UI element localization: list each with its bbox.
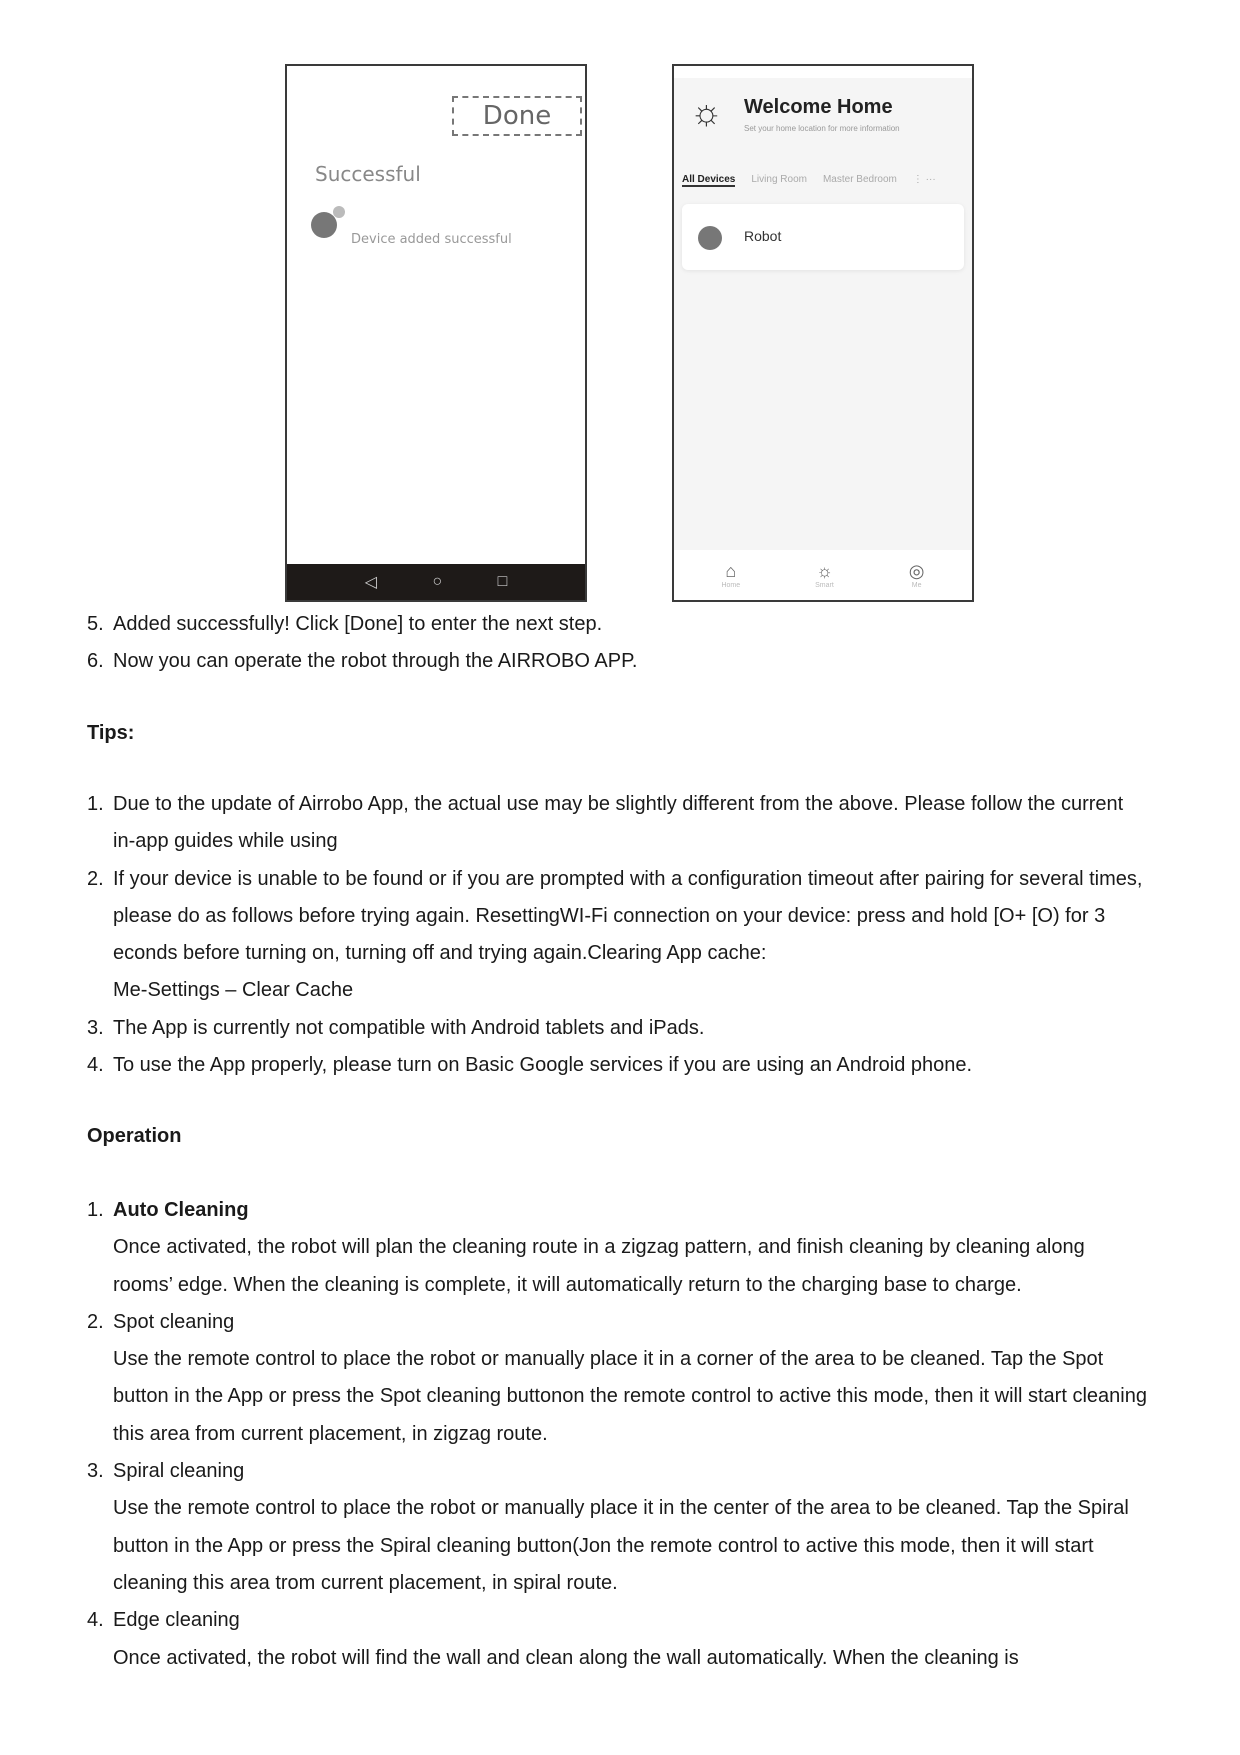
list-item: 4. To use the App properly, please turn on Basic Google services if you are using an Android phone. (87, 1054, 973, 1077)
home-circle-icon[interactable]: ○ (432, 573, 443, 590)
operation-heading: Operation (87, 1125, 182, 1147)
home-location-link[interactable]: Set your home location for more information (744, 124, 900, 133)
tab-master-bedroom[interactable]: Master Bedroom (822, 174, 897, 185)
profile-icon: ◎ (908, 561, 925, 581)
success-title: Successful (315, 162, 421, 186)
phone-screenshot-home (672, 64, 974, 602)
room-tabs (682, 174, 936, 187)
nav-home[interactable]: ⌂ Home (721, 561, 741, 589)
android-nav-bar (287, 564, 585, 600)
list-item: 1. Due to the update of Airrobo App, the actual use may be slightly different from the above. Please follow the current in-app guides while using (87, 793, 1124, 853)
tab-all-devices[interactable]: All Devices (682, 174, 736, 185)
list-item: 2. Spot cleaning Use the remote control to place the robot or manually place it in a corner of the area to be cleaned. Tap the Spot button in the App or press the Spot cleaning buttonon the remote control to active this mode, then it will start cleaning this area from current placement, in zigzag route. (87, 1310, 1147, 1445)
list-item: 3. Spiral cleaning Use the remote control to place the robot or manually place it in the center of the area to be cleaned. Tap the Spiral button in the App or press the Spiral cleaning button(Jon the remote control to active this mode, then it will start cleaning this area trom current placement, in spiral route. (87, 1460, 1129, 1594)
list-item: 4. Edge cleaning Once activated, the robot will find the wall and clean along the wall automatically. When the cleaning is (87, 1609, 1019, 1669)
sun-icon: ☼ (690, 91, 723, 132)
bottom-nav (674, 550, 972, 600)
operation-list (87, 1192, 1147, 1677)
device-added-message: Device added successful (351, 232, 512, 247)
list-item: 2. If your device is unable to be found or if you are prompted with a configuration timeout after pairing for several times, please do as follows before trying again. ResettingWI-Fi connection on your device: press and hold [O+ [O) for 3 econds before turning on, turning off and trying again.Clearing App cache: Me-Settings – Clear Cache (87, 867, 1143, 1002)
tips-heading: Tips: (87, 722, 135, 744)
nav-smart[interactable]: ☼ Smart (815, 561, 834, 589)
home-icon: ⌂ (725, 561, 737, 581)
tips-list (87, 786, 1147, 1084)
device-name: Robot (744, 228, 782, 244)
recents-square-icon[interactable]: □ (497, 573, 508, 590)
nav-me[interactable]: ◎ Me (908, 561, 925, 589)
smart-icon: ☼ (816, 561, 833, 581)
list-item: 3. The App is currently not compatible with Android tablets and iPads. (87, 1016, 705, 1039)
robot-device-icon (311, 212, 337, 238)
more-icon[interactable]: ⋮ ··· (912, 174, 936, 185)
phone-screenshot-success (285, 64, 587, 602)
check-badge-icon (333, 206, 345, 218)
tab-living-room[interactable]: Living Room (751, 174, 807, 185)
back-icon[interactable]: ◁ (364, 574, 378, 591)
welcome-title: Welcome Home (744, 96, 893, 118)
list-item: 5. Added successfully! Click [Done] to enter the next step. (87, 613, 603, 635)
list-item: 1. Auto Cleaning Once activated, the robot will plan the cleaning route in a zigzag pattern, and finish cleaning by cleaning along rooms’ edge. When the cleaning is complete, it will automatically return to the charging base to charge. (87, 1199, 1085, 1296)
device-card-robot[interactable] (682, 204, 964, 270)
robot-icon (698, 226, 722, 250)
steps-list (87, 606, 1147, 681)
list-item: 6. Now you can operate the robot through the AIRROBO APP. (87, 650, 638, 673)
done-button[interactable]: Done (452, 96, 582, 136)
